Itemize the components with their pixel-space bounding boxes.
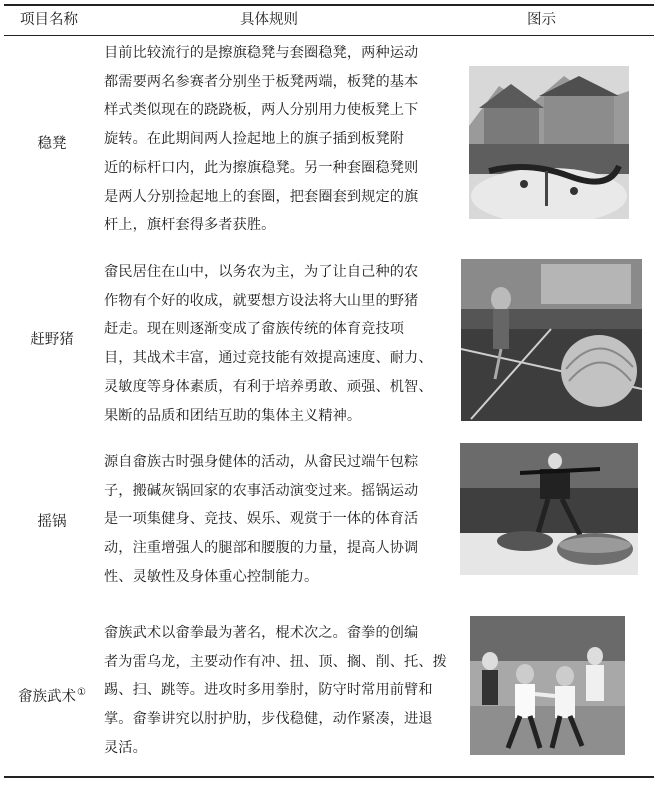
rule-line: 动，注重增强人的腿部和腰腹的力量，提高人协调 bbox=[104, 540, 419, 557]
rule-line: 子，搬碱灰锅回家的农事活动演变过来。摇锅运动 bbox=[104, 482, 419, 499]
rule-line: 畲民居住在山中，以务农为主，为了让自己种的农 bbox=[104, 264, 419, 280]
header-figure: 图示 bbox=[527, 12, 556, 28]
row-name-yaoguo: 摇锅 bbox=[37, 514, 67, 530]
photo-ganyezhu bbox=[461, 259, 642, 421]
rule-line: 目前比较流行的是擦旗稳凳与套圈稳凳，两种运动 bbox=[104, 45, 419, 61]
rule-line: 样式类似现在的跷跷板，两人分别用力使板凳上下 bbox=[104, 102, 419, 119]
photo-wendeng bbox=[469, 66, 629, 219]
rule-line: 踢、扫、跳等。进攻时多用拳肘，防守时常用前臂和 bbox=[104, 682, 433, 699]
rule-line: 者为雷乌龙，主要动作有冲、扭、顶、搁、削、托、拨 bbox=[104, 653, 447, 670]
rule-line: 源自畲族古时强身健体的活动，从畲民过端午包粽 bbox=[104, 454, 419, 470]
rule-line: 灵敏度等身体素质，有利于培养勇敢、顽强、机智、 bbox=[104, 378, 433, 395]
row-rules-yaoguo bbox=[104, 448, 454, 592]
rule-line: 作物有个好的收成，就要想方设法将大山里的野猪 bbox=[104, 292, 419, 309]
header-rule bbox=[4, 35, 654, 36]
rule-line: 畲族武术以畲拳最为著名，棍术次之。畲拳的创编 bbox=[104, 625, 419, 641]
rule-line: 是两人分别捡起地上的套圈，把套圈套到规定的旗 bbox=[104, 188, 419, 205]
row-name-wendeng: 稳凳 bbox=[37, 136, 67, 152]
rule-line: 灵活。 bbox=[104, 739, 147, 756]
row-name-wushu bbox=[0, 683, 104, 707]
row-rules-wendeng bbox=[104, 39, 454, 240]
row-name-wushu-text: 畲族武术 bbox=[18, 689, 77, 705]
bottom-rule bbox=[4, 776, 654, 778]
rule-line: 目，其战术丰富，通过竞技能有效提高速度、耐力、 bbox=[104, 350, 433, 367]
header-name: 项目名称 bbox=[20, 12, 78, 28]
rule-line: 性、灵敏性及身体重心控制能力。 bbox=[104, 568, 319, 585]
photo-yaoguo bbox=[460, 443, 638, 575]
row-name-ganyezhu: 赶野猪 bbox=[30, 332, 74, 348]
rule-line: 赶走。现在则逐渐变成了畲族传统的体育竞技项 bbox=[104, 321, 405, 338]
top-rule bbox=[4, 4, 654, 6]
photo-wushu bbox=[470, 616, 625, 755]
rule-line: 掌。畲拳讲究以肘护肋，步伐稳健，动作紧凑，进退 bbox=[104, 711, 433, 728]
rule-line: 都需要两名参赛者分别坐于板凳两端，板凳的基本 bbox=[104, 73, 419, 90]
row-rules-wushu bbox=[104, 619, 454, 763]
rule-line: 杆上，旗杆套得多者获胜。 bbox=[104, 217, 276, 234]
rule-line: 果断的品质和团结互助的集体主义精神。 bbox=[104, 407, 362, 424]
rule-line: 旋转。在此期间两人捡起地上的旗子插到板凳附 bbox=[104, 131, 405, 148]
row-rules-ganyezhu bbox=[104, 258, 454, 430]
rule-line: 是一项集健身、竞技、娱乐、观赏于一体的体育活 bbox=[104, 511, 419, 528]
footnote-marker: ① bbox=[77, 687, 86, 698]
header-rules: 具体规则 bbox=[240, 12, 298, 28]
rule-line: 近的标杆口内，此为擦旗稳凳。另一种套圈稳凳则 bbox=[104, 159, 419, 176]
